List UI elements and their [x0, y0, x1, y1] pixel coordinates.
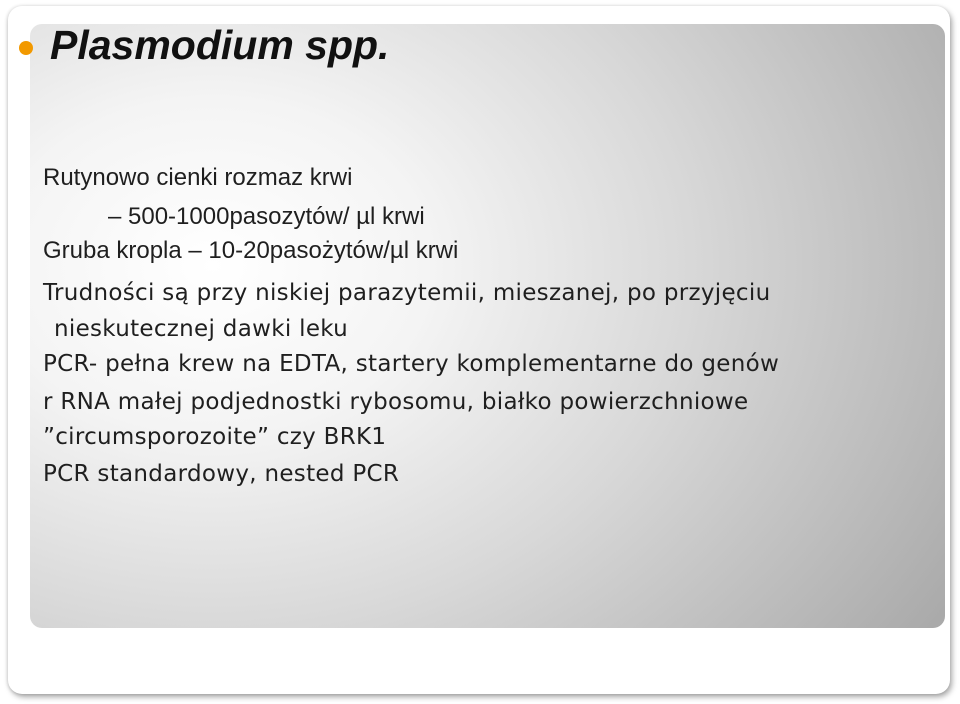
slide-title: Plasmodium spp. [50, 22, 390, 68]
title-bullet-icon [19, 41, 33, 55]
text-line-thick-drop: Gruba kropla – 10-20pasożytów/µl krwi [43, 237, 459, 264]
text-line-pcr: PCR- pełna krew na EDTA, startery komplementarne do genów [43, 351, 780, 377]
text-line-pcr-types: PCR standardowy, nested PCR [43, 461, 400, 487]
text-line-difficulties: Trudności są przy niskiej parazytemii, mieszanej, po przyjęciu [43, 280, 771, 306]
text-line-thin-smear-count: – 500-1000pasozytów/ µl krwi [108, 203, 425, 230]
slide-frame [8, 6, 950, 694]
text-line-thin-smear: Rutynowo cienki rozmaz krwi [43, 164, 353, 191]
text-line-pcr-cont: r RNA małej podjednostki rybosomu, białko powierzchniowe [43, 389, 749, 415]
text-line-pcr-genes: ”circumsporozoite” czy BRK1 [43, 424, 387, 450]
text-line-difficulties-cont: nieskutecznej dawki leku [54, 316, 349, 342]
